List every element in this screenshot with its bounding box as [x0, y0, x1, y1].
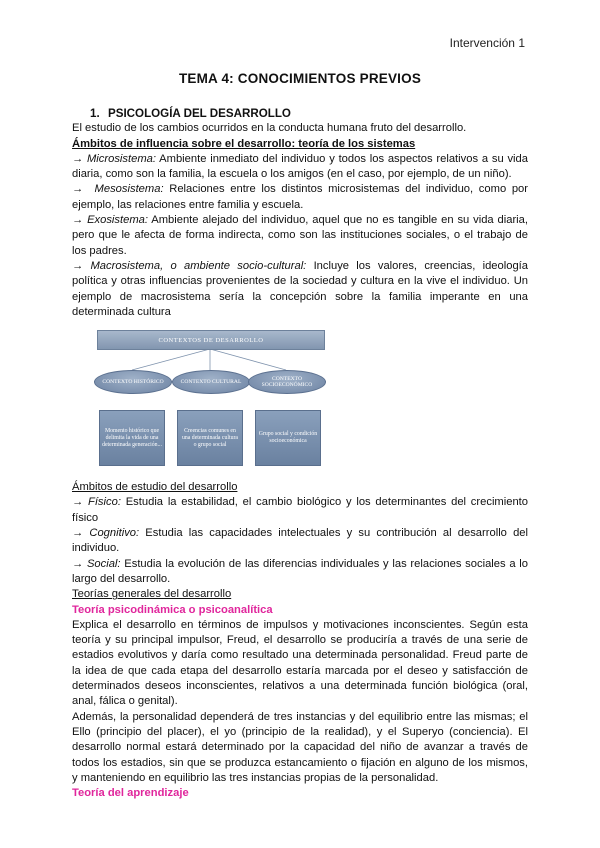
diagram-oval-cultural: CONTEXTO CULTURAL [172, 370, 250, 394]
term: Mesosistema: [94, 183, 164, 196]
header-label: Intervención 1 [449, 36, 525, 50]
ambitos-influencia-heading: Ámbitos de influencia sobre el desarrollo: teoría de los sistemas [72, 137, 416, 150]
definition: Ambiente alejado del individuo, aquel que no es tangible en su vida diaria, pero que le afecta de forma indirecta, como son las instituciones sociales, o el trabajo de los padres. [72, 214, 528, 257]
document-body [72, 106, 528, 801]
list-item-microsistema [72, 152, 528, 183]
diagram-box-historico: Momento histórico que delimita la vida de una determinada generación... [99, 410, 165, 466]
definition: Estudia la estabilidad, el cambio biológico y los determinantes del crecimiento físico [72, 496, 529, 524]
term: Macrosistema, o ambiente socio-cultural: [90, 259, 307, 272]
diagram-box-socioeconomico: Grupo social y condición socioeconómica [255, 410, 321, 466]
section-number: 1. [90, 107, 100, 120]
definition: Estudia las capacidades intelectuales y su contribución al desarrollo del individuo. [72, 527, 529, 555]
psicodinamica-paragraph-1: Explica el desarrollo en términos de impulsos y motivaciones inconscientes. Según esta teoría y su principal impulsor, Freud, el desarrollo se produciría a través de una serie de estadios evolutivos y daría como resultado una determinada personalidad. Freud parte de la idea de que cada etapa del desarrollo estaría marcada por el deseo y satisfacción de determinados deseos inconscientes, relativos a una determinada función biológica (oral, anal, fálica o genital). [72, 618, 528, 708]
term: Microsistema: [86, 152, 156, 165]
psicodinamica-paragraph-2: Además, la personalidad dependerá de tres instancias y del equilibrio entre las mismas; el Ello (principio del placer), el yo (principio de la realidad), y el Superyo (conciencia). El desarrollo normal estará determinado por la capacidad del niño de avanzar a través de todos los estadios, sin que se produzca estancamiento o fijación en alguno de los mismos, y manteniendo en equilibrio las tres instancias propias de la personalidad. [72, 710, 528, 784]
term: Exosistema: [87, 214, 148, 227]
list-item-exosistema [72, 213, 528, 259]
term: Social: [86, 557, 121, 570]
contextos-diagram [72, 324, 528, 474]
list-item-mesosistema [72, 182, 528, 213]
list-item-social [72, 557, 528, 588]
arrow-icon: → [72, 496, 84, 509]
term: Físico: [87, 496, 121, 509]
diagram-root-node: CONTEXTOS DE DESARROLLO [97, 330, 325, 350]
section-title: PSICOLOGÍA DEL DESARROLLO [108, 107, 291, 120]
arrow-icon: → [72, 183, 84, 196]
ambitos-estudio-heading: Ámbitos de estudio del desarrollo [72, 481, 238, 494]
aprendizaje-heading: Teoría del aprendizaje [72, 787, 189, 800]
arrow-icon: → [72, 527, 84, 540]
definition: Ambiente inmediato del individuo y todos los aspectos relativos a su vida diaria, como son la familia, la escuela o los amigos (en el caso, por ejemplo, de un niño). [72, 152, 528, 181]
page-title: TEMA 4: CONOCIMIENTOS PREVIOS [178, 71, 422, 86]
list-item-fisico [72, 495, 528, 526]
diagram-oval-socioeconomico: CONTEXTO SOCIOECONÓMICO [248, 370, 326, 394]
arrow-icon: → [72, 214, 84, 227]
diagram-box-cultural: Creencias comunes en una determinada cultura o grupo social [177, 410, 243, 466]
definition: Incluye los valores, creencias, ideología política y otras influencias provenientes de la sociedad y cultura en la vive el individuo. Un ejemplo de macrosistema sería la concepción sobre la familia imperante en una determinada cultura [72, 259, 528, 318]
section-intro: El estudio de los cambios ocurridos en la conducta humana fruto del desarrollo. [72, 122, 467, 135]
section-heading [90, 106, 528, 121]
definition: Relaciones entre los distintos microsistemas del individuo, como por ejemplo, las relaciones entre familia y escuela. [72, 183, 529, 211]
psicodinamica-heading: Teoría psicodinámica o psicoanalítica [72, 603, 273, 616]
teorias-heading: Teorías generales del desarrollo [72, 588, 232, 601]
definition: Estudia la evolución de las diferencias individuales y las relaciones sociales a lo largo del desarrollo. [72, 557, 529, 585]
term: Cognitivo: [89, 527, 140, 540]
diagram-oval-historico: CONTEXTO HISTÓRICO [94, 370, 172, 394]
arrow-icon: → [72, 152, 84, 165]
list-item-macrosistema [72, 259, 528, 320]
arrow-icon: → [72, 557, 84, 570]
list-item-cognitivo [72, 526, 528, 557]
arrow-icon: → [72, 259, 84, 272]
